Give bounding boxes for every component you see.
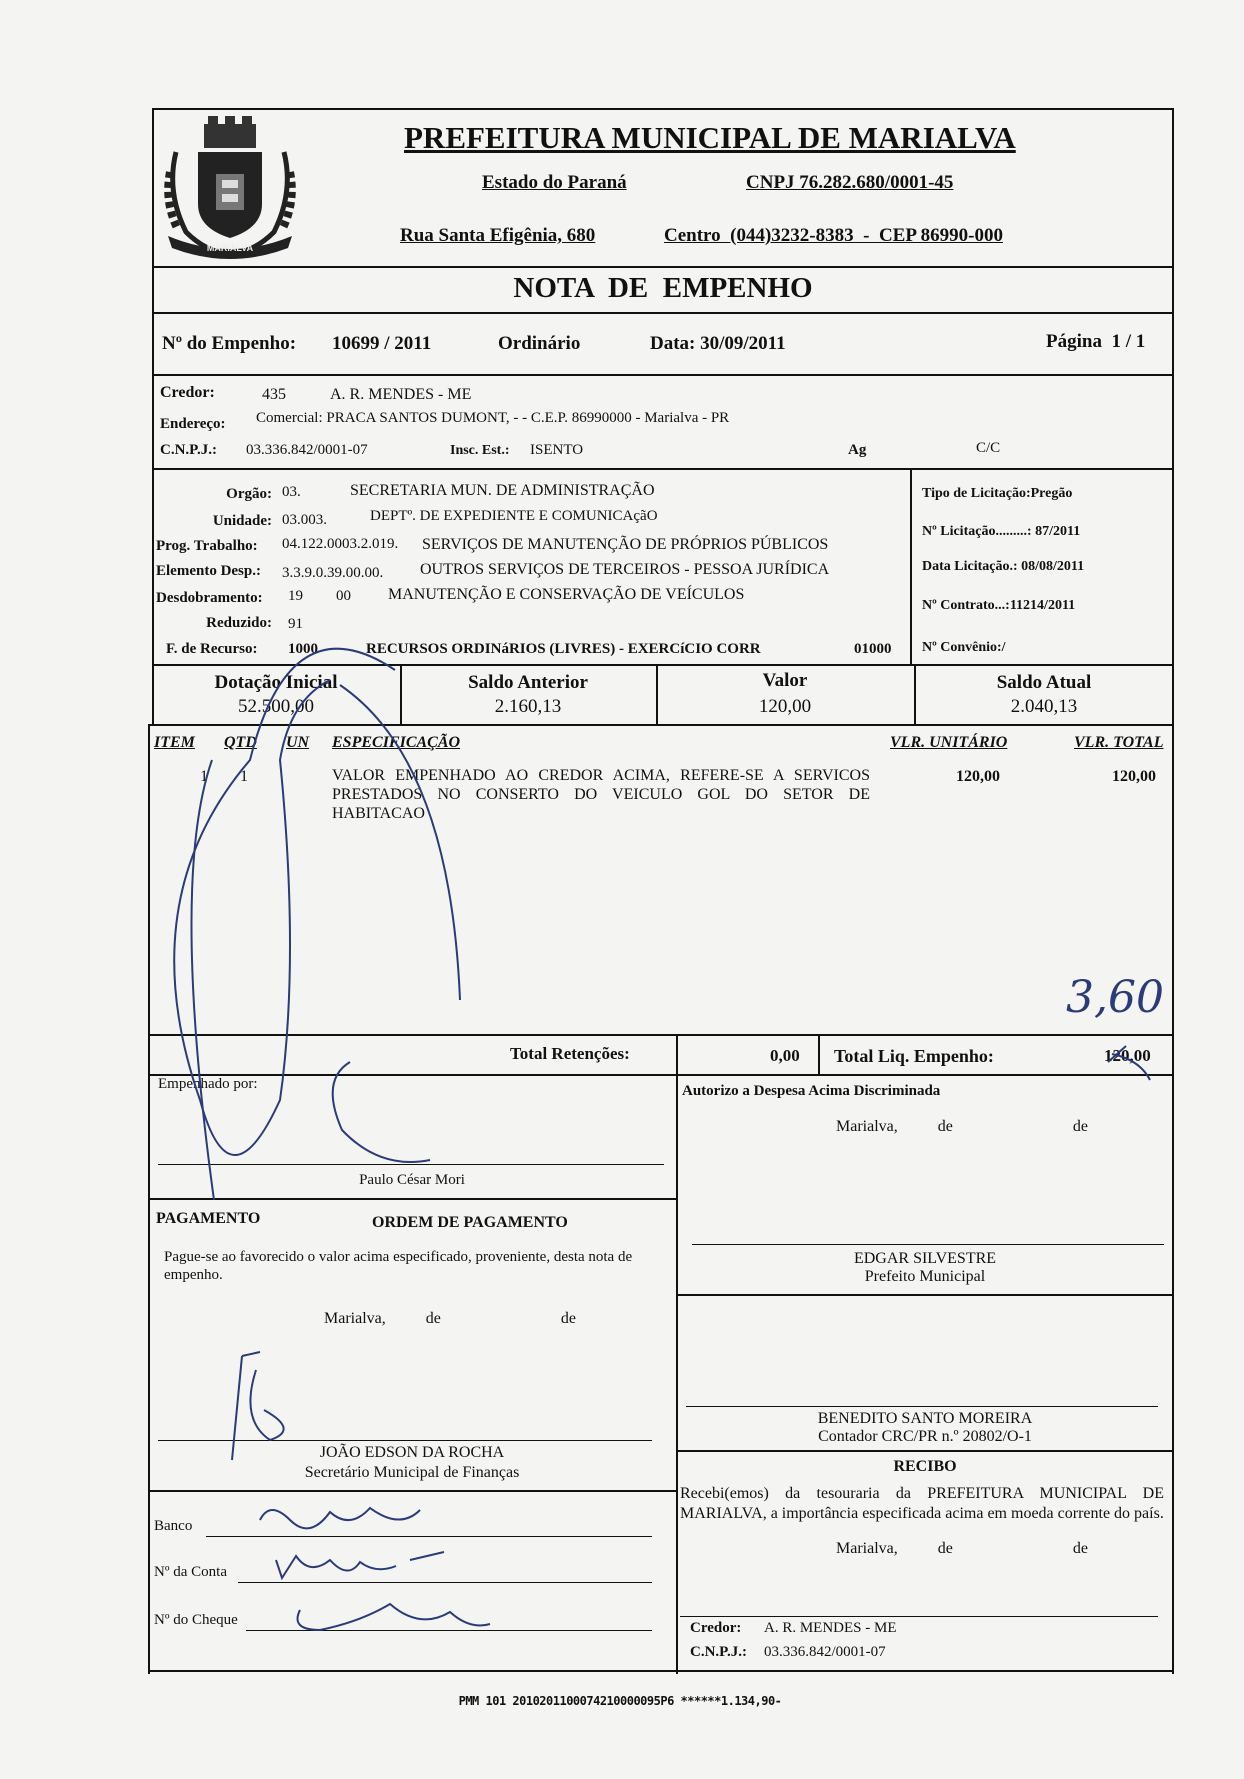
total-liq-label: Total Liq. Empenho: xyxy=(834,1046,994,1066)
col-especificacao-header: ESPECIFICAÇÃO xyxy=(332,734,461,751)
ordem-pagamento-label: ORDEM DE PAGAMENTO xyxy=(372,1214,568,1231)
banco-handwriting xyxy=(260,1508,420,1528)
elem-desc: OUTROS SERVIÇOS DE TERCEIROS - PESSOA JURÍDICA xyxy=(420,561,830,578)
licitacao-data: Data Licitação.: 08/08/2011 xyxy=(922,559,1085,574)
recibo-label: RECIBO xyxy=(893,1458,957,1475)
cc-label: C/C xyxy=(976,440,1001,456)
dotacao-value: 52.500,00 xyxy=(238,696,314,717)
saldo-atual-value: 2.040,13 xyxy=(1010,696,1078,717)
autorizo-label: Autorizo a Despesa Acima Discriminada xyxy=(682,1083,941,1099)
handwritten-note: 3,60 xyxy=(1066,972,1164,1023)
licitacao-contrato: Nº Contrato...:11214/2011 xyxy=(922,598,1076,613)
document-title: NOTA DE EMPENHO xyxy=(513,272,813,304)
valor-label: Valor xyxy=(762,670,808,691)
recibo-cnpj-label: C.N.P.J.: xyxy=(690,1644,747,1660)
total-liq-value: 120,00 xyxy=(1104,1046,1151,1065)
prog-desc: SERVIÇOS DE MANUTENÇÃO DE PRÓPRIOS PÚBLICOS xyxy=(422,536,829,553)
unidade-label: Unidade: xyxy=(212,513,272,529)
col-qtd-header: QTD xyxy=(224,734,257,751)
recibo-credor-label: Credor: xyxy=(690,1620,742,1636)
col-item-header: ITEM xyxy=(154,734,195,751)
desd-code1: 19 xyxy=(288,588,303,604)
cheque-handwriting xyxy=(298,1604,491,1630)
orgao-code: 03. xyxy=(282,484,301,500)
prog-label: Prog. Trabalho: xyxy=(156,538,258,554)
autorizo-date-line: Marialva, de de xyxy=(836,1118,1088,1135)
header-address: Rua Santa Efigênia, 680 xyxy=(400,225,596,246)
unidade-code: 03.003. xyxy=(282,512,327,528)
empenho-type: Ordinário xyxy=(498,333,581,354)
footer-code: PMM 101 2010201100074210000095P6 ******1.134,90- xyxy=(458,1694,782,1708)
fonte-code: 1000 xyxy=(288,641,318,657)
ag-label: Ag xyxy=(848,442,867,458)
elem-label: Elemento Desp.: xyxy=(156,563,261,579)
fonte-num: 01000 xyxy=(854,641,892,657)
pagamento-date-line: Marialva, de de xyxy=(324,1310,576,1327)
col-vlr-total-header: VLR. TOTAL xyxy=(1074,734,1164,751)
credor-code: 435 xyxy=(262,386,286,403)
row-vlr-total: 120,00 xyxy=(1112,768,1156,785)
reduzido-code: 91 xyxy=(288,616,303,632)
prefeito-name: EDGAR SILVESTRE xyxy=(853,1250,997,1267)
credor-address: Comercial: PRACA SANTOS DUMONT, - - C.E.P. 86990000 - Marialva - PR xyxy=(256,410,730,426)
header-state: Estado do Paraná xyxy=(482,172,627,193)
empenhado-name: Paulo César Mori xyxy=(359,1172,465,1188)
pagamento-label: PAGAMENTO xyxy=(156,1210,261,1227)
insc-label: Insc. Est.: xyxy=(450,443,510,458)
prog-code: 04.122.0003.2.019. xyxy=(282,536,399,552)
contador-title: Contador CRC/PR n.º 20802/O-1 xyxy=(818,1428,1032,1445)
saldo-atual-label: Saldo Atual xyxy=(996,672,1092,693)
desd-code2: 00 xyxy=(336,588,351,604)
endereco-label: Endereço: xyxy=(160,416,226,432)
col-vlr-unitario-header: VLR. UNITÁRIO xyxy=(890,734,1008,751)
crest-banner-text: MARIALVA xyxy=(206,243,254,253)
recibo-credor-name: A. R. MENDES - ME xyxy=(764,1620,897,1636)
signature-c-stroke xyxy=(333,1062,430,1162)
fonte-label: F. de Recurso: xyxy=(166,641,258,657)
licitacao-convenio: Nº Convênio:/ xyxy=(922,640,1006,655)
desd-label: Desdobramento: xyxy=(156,590,263,606)
secretario-name: JOÃO EDSON DA ROCHA xyxy=(319,1444,505,1461)
row-vlr-unitario: 120,00 xyxy=(956,768,1000,785)
prefeito-title: Prefeito Municipal xyxy=(864,1268,986,1285)
col-un-header: UN xyxy=(286,734,310,751)
licitacao-numero: Nº Licitação.........: 87/2011 xyxy=(922,524,1081,539)
empenho-label: Nº do Empenho: xyxy=(162,333,297,354)
credor-name: A. R. MENDES - ME xyxy=(330,386,472,403)
recibo-date-line: Marialva, de de xyxy=(836,1540,1088,1557)
desd-desc: MANUTENÇÃO E CONSERVAÇÃO DE VEÍCULOS xyxy=(388,586,745,603)
cheque-label: Nº do Cheque xyxy=(154,1612,238,1628)
conta-handwriting xyxy=(276,1552,444,1578)
credor-label: Credor: xyxy=(160,384,215,401)
empenho-date: Data: 30/09/2011 xyxy=(650,333,786,354)
saldo-anterior-label: Saldo Anterior xyxy=(468,672,588,693)
municipal-crest xyxy=(156,112,304,262)
reduzido-label: Reduzido: xyxy=(206,615,272,631)
row-description: VALOR EMPENHADO AO CREDOR ACIMA, REFERE-SE A SERVICOS PRESTADOS NO CONSERTO DO VEICULO GOL DO SETOR DE HABITACAO xyxy=(332,767,870,822)
conta-label: Nº da Conta xyxy=(154,1564,227,1580)
header-contact: Centro (044)3232-8383 - CEP 86990-000 xyxy=(664,225,1003,246)
cnpj-label: C.N.P.J.: xyxy=(160,442,217,458)
empenho-number: 10699 / 2011 xyxy=(332,333,432,354)
insc-value: ISENTO xyxy=(530,442,584,458)
row-qtd: 1 xyxy=(240,768,248,785)
unidade-desc: DEPTº. DE EXPEDIENTE E COMUNICAçãO xyxy=(370,508,658,524)
contador-name: BENEDITO SANTO MOREIRA xyxy=(817,1410,1033,1427)
orgao-desc: SECRETARIA MUN. DE ADMINISTRAÇÃO xyxy=(350,482,655,499)
empenho-page: Página 1 / 1 xyxy=(1046,331,1146,352)
pagamento-text: Pague-se ao favorecido o valor acima especificado, proveniente, desta nota de empenho. xyxy=(164,1249,633,1283)
recibo-text: Recebi(emos) da tesouraria da PREFEITURA MUNICIPAL DE MARIALVA, a importância especificada acima em moeda corrente do país. xyxy=(680,1485,1164,1522)
saldo-anterior-value: 2.160,13 xyxy=(494,696,562,717)
empenhado-label: Empenhado por: xyxy=(158,1076,258,1092)
total-retencoes-label: Total Retenções: xyxy=(510,1044,630,1063)
secretario-title: Secretário Municipal de Finanças xyxy=(304,1464,520,1481)
credor-cnpj: 03.336.842/0001-07 xyxy=(246,442,368,458)
elem-code: 3.3.9.0.39.00.00. xyxy=(282,565,384,581)
recibo-cnpj: 03.336.842/0001-07 xyxy=(764,1644,886,1660)
licitacao-tipo: Tipo de Licitação:Pregão xyxy=(922,486,1073,501)
valor-value: 120,00 xyxy=(758,696,812,717)
total-retencoes-value: 0,00 xyxy=(770,1046,800,1065)
header-cnpj: CNPJ 76.282.680/0001-45 xyxy=(746,172,954,193)
fonte-desc: RECURSOS ORDINáRIOS (LIVRES) - EXERCíCIO CORR xyxy=(366,641,761,657)
header-title: PREFEITURA MUNICIPAL DE MARIALVA xyxy=(404,120,1016,155)
dotacao-label: Dotação Inicial xyxy=(214,672,338,693)
banco-label: Banco xyxy=(154,1518,193,1534)
row-item: 1 xyxy=(200,768,208,785)
orgao-label: Orgão: xyxy=(226,486,272,502)
